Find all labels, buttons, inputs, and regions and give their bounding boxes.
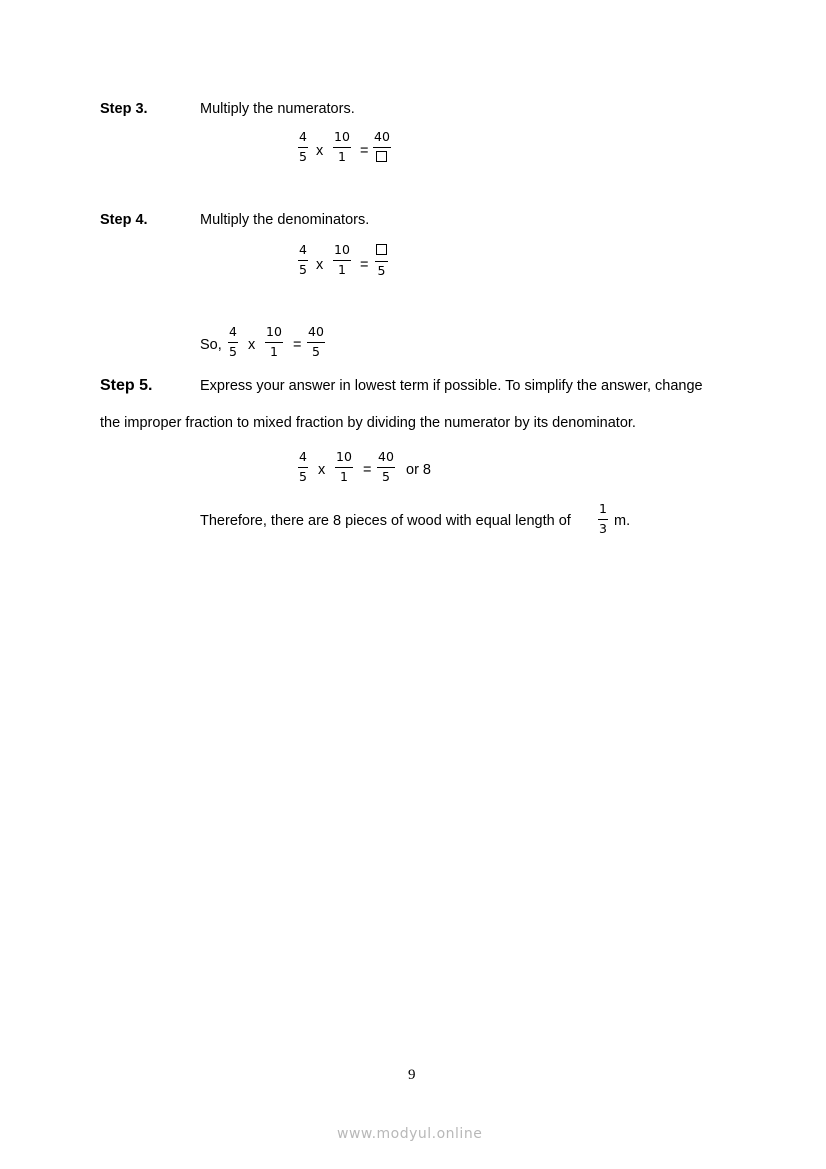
equals-sign: =	[360, 143, 369, 159]
denominator-blank-box	[375, 148, 388, 165]
step5-fraction-a	[298, 451, 308, 483]
step3-fraction-result	[373, 131, 391, 164]
denominator: 5	[311, 343, 320, 359]
denominator: 5	[299, 261, 307, 277]
so-fraction-a	[228, 326, 238, 358]
so-fraction-b	[265, 326, 283, 358]
step4-text: Multiply the denominators.	[200, 212, 370, 228]
denominator: 5	[299, 148, 307, 164]
step3-text: Multiply the numerators.	[200, 101, 355, 117]
denominator: 5	[377, 262, 386, 278]
times-sign: x	[318, 462, 326, 478]
times-sign: x	[316, 143, 324, 159]
step4-fraction-result	[375, 244, 388, 277]
numerator: 40	[374, 129, 390, 144]
equals-sign: =	[293, 337, 302, 353]
equals-sign: =	[360, 257, 369, 273]
denominator: 5	[299, 468, 307, 484]
times-sign: x	[316, 257, 324, 273]
step5-fraction-result	[377, 451, 395, 483]
numerator: 4	[229, 324, 237, 339]
numerator: 40	[308, 324, 324, 339]
numerator: 10	[266, 324, 282, 339]
mixed-result-text: or 8	[406, 462, 431, 478]
denominator: 1	[337, 261, 346, 277]
numerator: 40	[378, 449, 394, 464]
step5-text-line2: the improper fraction to mixed fraction by dividing the numerator by its denominator.	[100, 415, 636, 431]
so-fraction-result	[307, 326, 325, 358]
step5-label: Step 5.	[100, 377, 153, 394]
numerator: 4	[299, 449, 307, 464]
step4-fraction-a	[298, 244, 308, 276]
denominator: 5	[229, 343, 237, 359]
denominator: 3	[599, 520, 607, 536]
step3-fraction-a	[298, 131, 308, 163]
numerator: 10	[336, 449, 352, 464]
conclusion-unit: m.	[614, 513, 631, 529]
numerator: 1	[599, 501, 607, 516]
numerator: 4	[299, 242, 307, 257]
step5-text-line1: Express your answer in lowest term if possible. To simplify the answer, change	[200, 378, 703, 394]
watermark: www.modyul.online	[337, 1126, 483, 1142]
step4-fraction-b	[333, 244, 351, 276]
conclusion-text: Therefore, there are 8 pieces of wood with equal length of	[200, 513, 571, 529]
numerator: 4	[299, 129, 307, 144]
times-sign: x	[248, 337, 256, 353]
denominator: 5	[381, 468, 390, 484]
page-number: 9	[408, 1067, 416, 1083]
step3-fraction-b	[333, 131, 351, 163]
denominator: 1	[269, 343, 278, 359]
step5-fraction-b	[335, 451, 353, 483]
denominator: 1	[337, 148, 346, 164]
denominator: 1	[339, 468, 348, 484]
numerator-blank-box	[375, 244, 388, 261]
so-prefix: So,	[200, 337, 222, 353]
numerator: 10	[334, 242, 350, 257]
equals-sign: =	[363, 462, 372, 478]
conclusion-fraction	[598, 503, 608, 535]
step4-label: Step 4.	[100, 212, 148, 228]
numerator: 10	[334, 129, 350, 144]
step3-label: Step 3.	[100, 101, 148, 117]
